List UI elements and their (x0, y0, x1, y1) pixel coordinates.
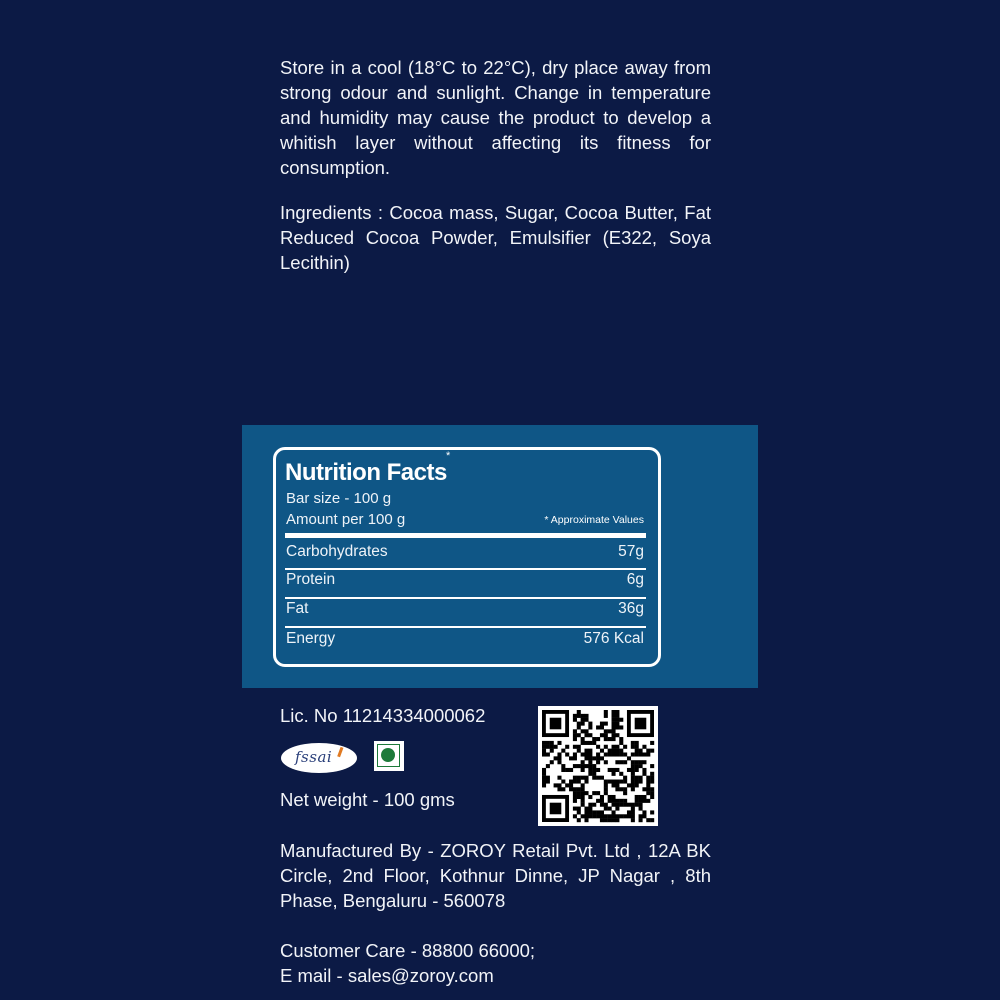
qr-code-graphic (538, 706, 658, 826)
license-number: Lic. No 11214334000062 (280, 705, 486, 726)
ingredients-list: Ingredients : Cocoa mass, Sugar, Cocoa Butter, Fat Reduced Cocoa Powder, Emulsifier (E322, Soya Lecithin) (280, 202, 711, 273)
qr-code (538, 706, 658, 826)
nutrient-value: 36g (618, 600, 644, 617)
fssai-tick-icon (332, 745, 344, 757)
veg-mark-icon (374, 741, 404, 771)
fssai-logo-text: fssai (295, 748, 333, 766)
nutrient-value: 6g (626, 571, 644, 588)
nutrient-value: 576 Kcal (583, 630, 644, 647)
amount-per: Amount per 100 g (286, 511, 406, 528)
nutrition-row-energy (285, 626, 644, 654)
nutrient-label: Fat (286, 600, 309, 617)
nutrient-label: Energy (286, 630, 336, 647)
contact-block (280, 938, 711, 988)
nutrition-facts-box (273, 447, 661, 667)
email: E mail - sales@zoroy.com (280, 965, 494, 986)
nutrition-panel (242, 425, 758, 688)
fssai-logo (281, 743, 357, 773)
nutrition-row-carbohydrates (285, 539, 644, 567)
nutrient-label: Carbohydrates (286, 543, 388, 560)
nutrition-row-fat (285, 596, 644, 624)
manufacturer-info: Manufactured By - ZOROY Retail Pvt. Ltd , 12A BK Circle, 2nd Floor, Kothnur Dinne, JP Nagar , 8th Phase, Bengaluru - 560078 (280, 840, 711, 911)
customer-care: Customer Care - 88800 66000; (280, 940, 536, 961)
net-weight: Net weight - 100 gms (280, 789, 455, 810)
veg-mark-dot (381, 748, 395, 762)
nutrition-row-protein (285, 567, 644, 595)
nutrition-asterisk: * (446, 450, 451, 462)
nutrient-label: Protein (286, 571, 336, 588)
approx-note: * Approximate Values (544, 514, 644, 526)
storage-instructions: Store in a cool (18°C to 22°C), dry place away from strong odour and sunlight. Change in temperature and humidity may cause the product to develop a whitish layer without affecting its fitness for consumption. (280, 57, 711, 178)
nutrient-value: 57g (618, 543, 644, 560)
thick-divider (285, 533, 646, 538)
nutrition-title: Nutrition Facts (285, 459, 447, 486)
bar-size: Bar size - 100 g (286, 490, 392, 507)
